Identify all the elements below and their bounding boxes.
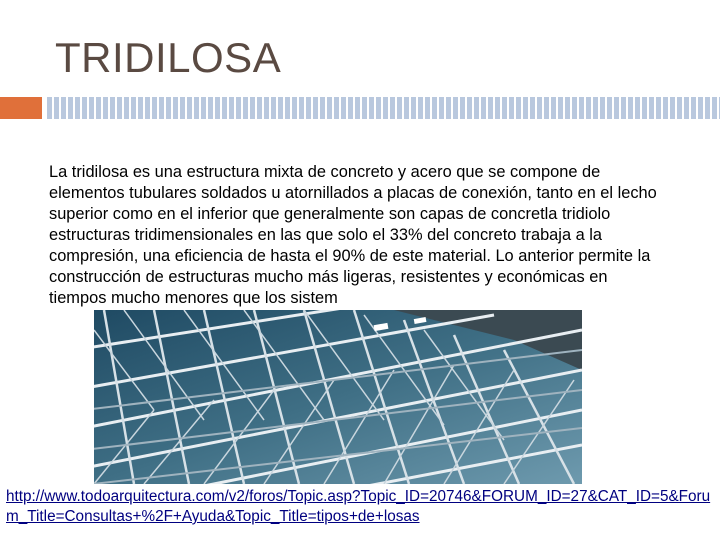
source-link[interactable]: http://www.todoarquitectura.com/v2/foros/Topic.asp?Topic_ID=20746&FORUM_ID=27&CAT_ID=5&Forum_Title=Consultas+%2F+Ayuda&Topic_Title=tipos+de+losas (6, 488, 711, 525)
slide-title: TRIDILOSA (55, 34, 282, 81)
accent-bar (47, 97, 720, 119)
accent-block (0, 97, 42, 119)
body-paragraph: La tridilosa es una estructura mixta de concreto y acero que se compone de elementos tubulares soldados u atornillados a placas de conexión, tanto en el lecho superior como en el inferior que generalmente son capas de concretla tridiolo estructuras tridimensionales en las que solo el 33% del concreto trabaja a la compresión, una eficiencia de hasta el 90% de este material. Lo anterior permite la construcción de estructuras mucho más ligeras, resistentes y económicas en tiempos mucho menores que los sistem (49, 163, 657, 307)
space-frame-photo (94, 310, 582, 484)
